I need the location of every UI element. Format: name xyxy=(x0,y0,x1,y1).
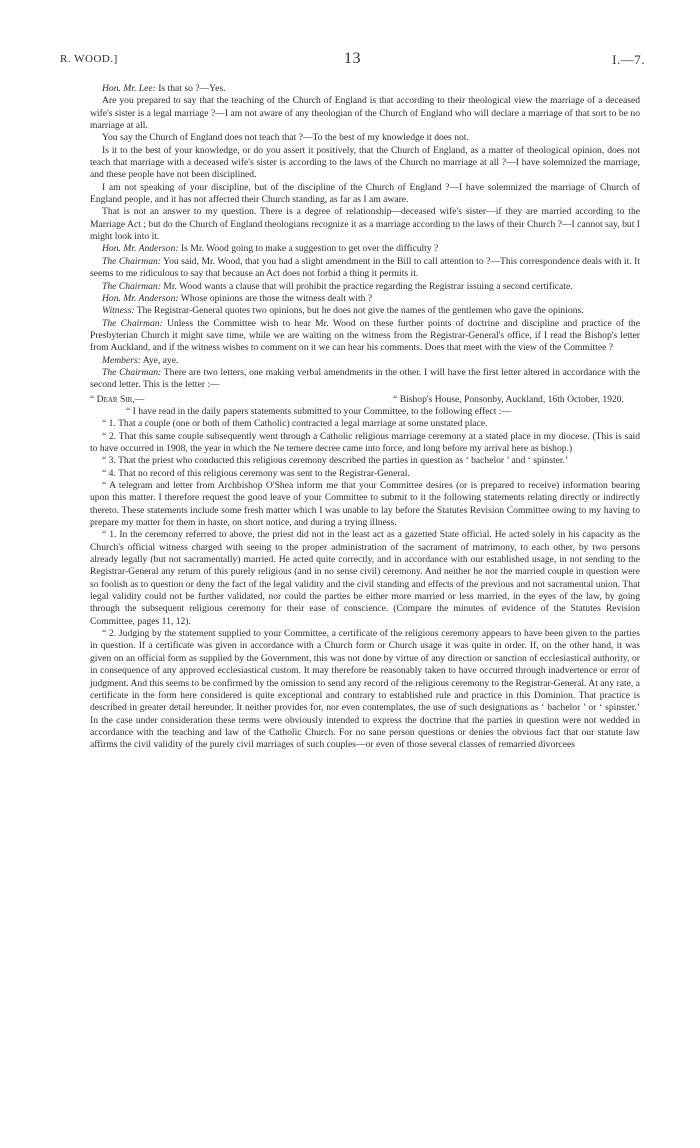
speaker-name: Hon. Mr. Anderson: xyxy=(102,292,179,304)
paragraph-text: Aye, aye. xyxy=(140,354,179,366)
evidence-paragraph xyxy=(90,355,640,367)
speaker-name: Witness: xyxy=(102,305,135,317)
speaker-name: Members: xyxy=(102,354,141,366)
evidence-paragraph xyxy=(90,367,640,392)
speaker-name: The Chairman: xyxy=(102,280,161,292)
letter-paragraph: “ 4. That no record of this religious ceremony was sent to the Registrar-General. xyxy=(102,467,410,479)
evidence-dialogue xyxy=(90,83,640,392)
paragraph-text: Unless the Committee wish to hear Mr. Wood on these further points of doctrine and discipline and practice of the Presbyterian Church it might save time, while we are waiting on the witness from the Registrar-General's office, if I read the Bishop's letter from Auckland, and if the witness wishes to comment on it we can hear his comments. Does that meet with the view of the Committee ? xyxy=(90,317,640,354)
speaker-name: The Chairman: xyxy=(102,255,161,267)
letter-salutation: “ Dear Sir,— xyxy=(90,393,145,405)
paragraph-text: Mr. Wood wants a clause that will prohibit the practice regarding the Registrar issuing a second certificate. xyxy=(160,280,573,292)
paragraph-text: Are you prepared to say that the teaching of the Church of England is that according to their theological view the marriage of a deceased wife's sister is a legal marriage ?—I am not aware of any theologian of the Church of England who will declare a marriage of that sort to be no marriage at all. xyxy=(90,95,640,132)
speaker-name: Hon. Mr. Anderson: xyxy=(102,243,179,255)
evidence-paragraph xyxy=(90,95,640,132)
letter-paragraph: “ 1. In the ceremony referred to above, the priest did not in the least act as a gazetted State official. He acted solely in his capacity as the Church's official witness charged with seeing to the proper administration of the sacrament of matrimony, to each other, by two persons already legally (but not sacramentally) married. He acted quite correctly, and in accordance with our established usage, in not sending to the Registrar-General any return of this purely religious (and in no sense civil) ceremony. And neither he nor the married couple in question were so foolish as to question or deny the fact of the legal validity and the civil standing and effects of the previous and not sacramental union. That legal validity could not be further validated, nor could the parties be either more married or less married, in the eyes of the law, by going through the subsequent religious ceremony for their ease of conscience. (Compare the minutes of evidence of the Statutes Revision Committee, pages 11, 12). xyxy=(90,529,640,627)
paragraph-text: The Registrar-General quotes two opinions, but he does not give the names of the gentlemen who gave the opinions. xyxy=(134,305,584,317)
letter-paragraph: “ 2. That this same couple subsequently went through a Catholic religious marriage ceremony at a stated place in my diocese. (This is said to have occurred in 1908, the year in which the Ne temere decree came into force, and long before my arrival here as bishop.) xyxy=(90,430,640,454)
letter-body xyxy=(90,406,640,752)
evidence-paragraph xyxy=(90,256,640,281)
paragraph-text: Whose opinions are those the witness dealt with ? xyxy=(178,292,373,304)
letter-paragraph: “ A telegram and letter from Archbishop O'Shea inform me that your Committee desires (or is prepared to receive) information bearing upon this matter. I therefore request the good leave of your Committee to submit to it the following statements relating directly or indirectly thereto. These statements include some fresh matter which I was unable to lay before the Statutes Revision Committee owing to my having to prepare my matter for them in haste, on short notice, and during a trying illness. xyxy=(90,480,640,529)
paper-reference: I.—7. xyxy=(612,52,645,67)
header-witness-name: R. WOOD.] xyxy=(60,53,118,65)
paragraph-text: Is that so ?—Yes. xyxy=(155,83,226,94)
paragraph-text: Is Mr. Wood going to make a suggestion to get over the difficulty ? xyxy=(178,243,439,255)
speaker-name: The Chairman: xyxy=(102,366,162,378)
letter-paragraph: “ I have read in the daily papers statements submitted to your Committee, to the following effect :— xyxy=(126,405,512,417)
evidence-paragraph xyxy=(90,318,640,355)
paragraph-text: You say the Church of England does not teach that ?—To the best of my knowledge it does not. xyxy=(102,132,469,144)
paragraph-text: I am not speaking of your discipline, but of the discipline of the Church of England ?—I have solemnized the marriage of Church of England people, and it has not affected their Church standing, as far as I am aware. xyxy=(90,181,640,206)
paragraph-text: You said, Mr. Wood, that you had a slight amendment in the Bill to call attention to ?—This correspondence deals with it. It seems to me ridiculous to say that because an Act does not forbid a thing it permits it. xyxy=(90,255,640,280)
evidence-paragraph xyxy=(90,243,640,255)
evidence-paragraph xyxy=(90,293,640,305)
letter-heading xyxy=(90,394,640,406)
document-body xyxy=(90,83,640,752)
evidence-paragraph xyxy=(90,305,640,317)
evidence-paragraph xyxy=(90,83,640,95)
letter-paragraph: “ 3. That the priest who conducted this religious ceremony described the parties in question as ‘ bachelor ’ and ‘ spinster.’ xyxy=(102,455,569,467)
speaker-name: Hon. Mr. Lee: xyxy=(102,83,156,94)
speaker-name: The Chairman: xyxy=(102,317,163,329)
paragraph-text: There are two letters, one making verbal amendments in the other. I will have the first letter altered in accordance with the second letter. This is the letter :— xyxy=(90,366,640,391)
page-number: 13 xyxy=(344,50,361,67)
evidence-paragraph xyxy=(90,281,640,293)
page-header xyxy=(60,50,645,70)
letter-paragraph: “ 2. Judging by the statement supplied to your Committee, a certificate of the religious ceremony appears to have been given to the parties in question. If a certificate was given in accordance with a Church form or Church usage it was quite in order. If, on the other hand, it was given on an official form as supplied by the Government, this was not done by virtue of any direction or sanction of ecclesiastical authority, or in consequence of any approved ecclesiastical custom. It may therefore be reasonably taken to have occurred through inadvertence or error of judgment. And this seems to be confirmed by the omission to send any record of the religious ceremony to the Registrar-General. At any rate, a certificate in the form here considered is quite exceptional and contrary to established rule and practice in this Dominion. That practice is described in greater detail hereunder. It neither provides for, nor even contemplates, the use of such designations as ‘ bachelor ’ or ‘ spinster.’ In the case under consideration these terms were obviously intended to express the doctrine that the parties in question were not wedded in accordance with the teaching and law of the Catholic Church. For no sane person questions or denies the obvious fact that our statute law affirms the civil validity of the purely civil marriages of such couples—or even of those several classes of remarried divorcees xyxy=(90,628,640,751)
evidence-paragraph xyxy=(90,182,640,207)
evidence-paragraph xyxy=(90,145,640,182)
letter-address: “ Bishop's House, Ponsonby, Auckland, 16th October, 1920. xyxy=(393,393,624,405)
letter-paragraph: “ 1. That a couple (one or both of them Catholic) contracted a legal marriage at some unstated place. xyxy=(102,418,488,430)
paragraph-text: Is it to the best of your knowledge, or do you assert it positively, that the Church of England, as a matter of theological opinion, does not teach that marriage with a deceased wife's sister is according to the laws of the Church no marriage at all ?—I have solemnized the marriage, and these people have not been disciplined. xyxy=(90,144,640,181)
evidence-paragraph xyxy=(90,206,640,243)
paragraph-text: That is not an answer to my question. There is a degree of relationship—deceased wife's sister—if they are married according to the Marriage Act ; but do the Church of England theologians recognize it as a marriage according to the laws of their Church ?—I cannot say, but I might look into it. xyxy=(90,206,640,243)
evidence-paragraph xyxy=(90,132,640,144)
